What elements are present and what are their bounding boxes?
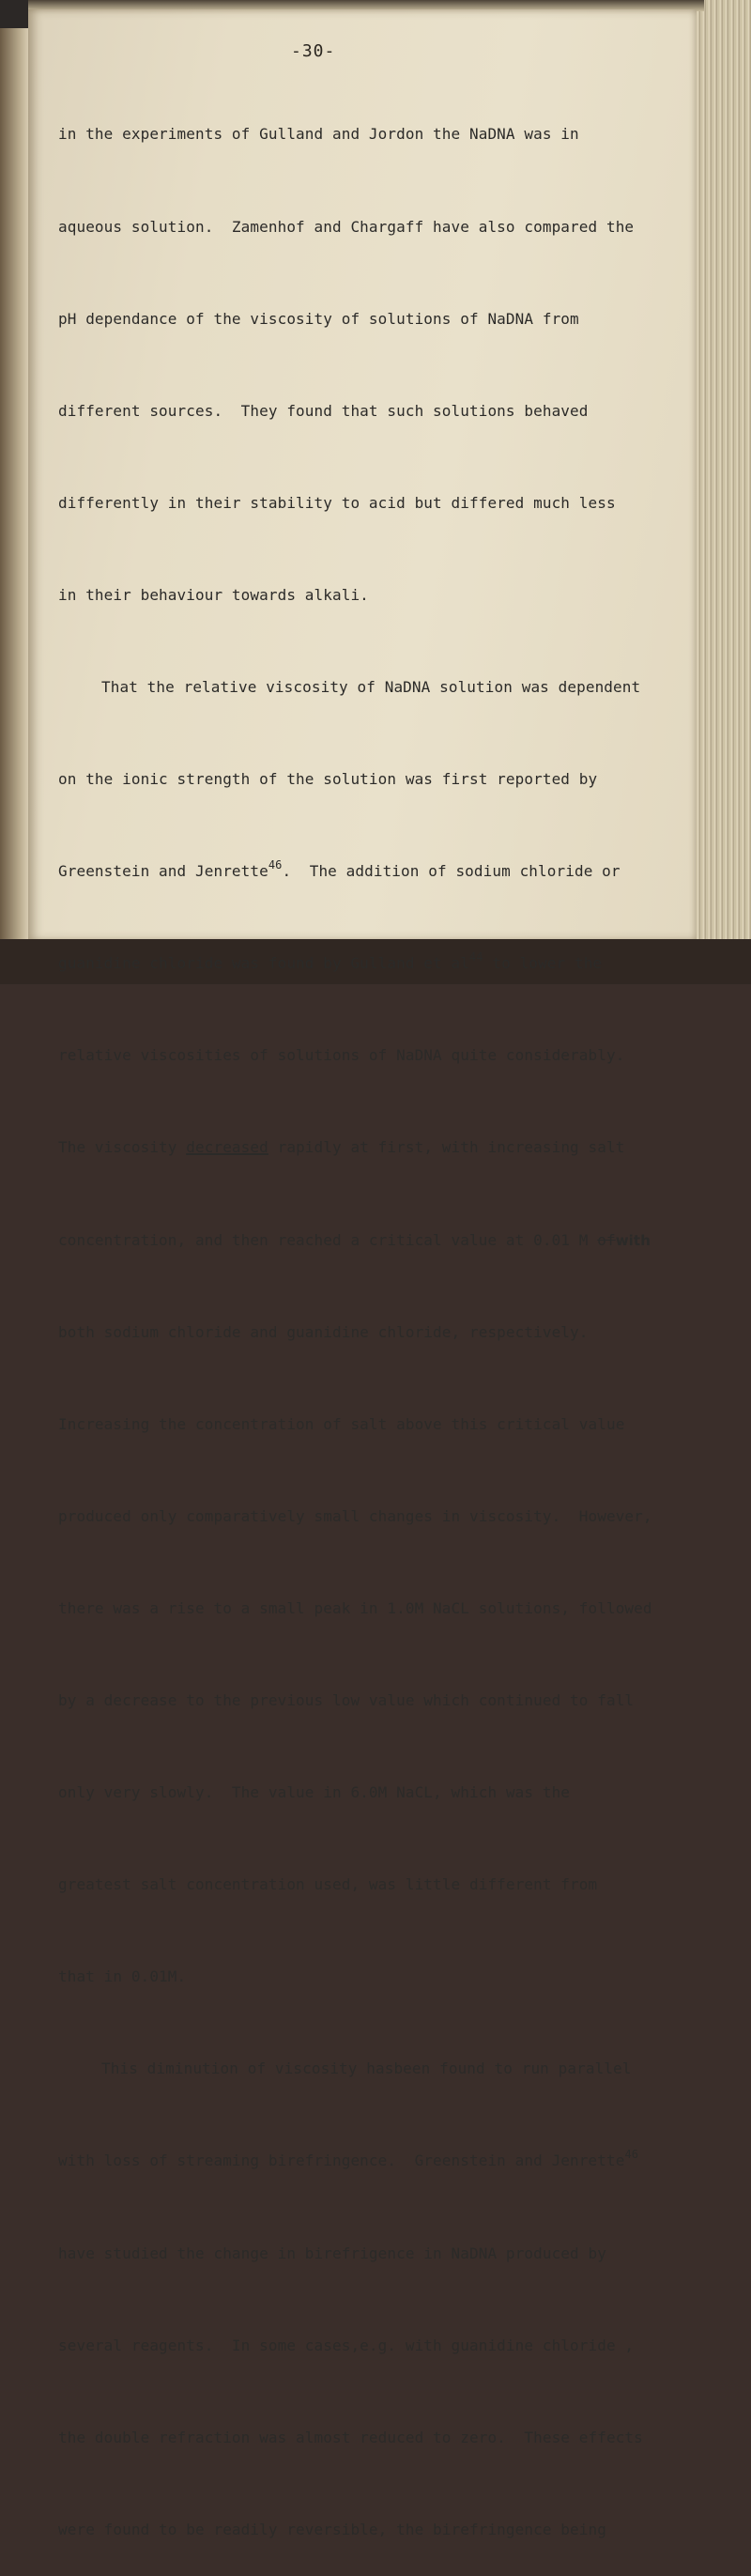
text-line: produced only comparatively small changes in viscosity. However, [58, 1506, 652, 1525]
text-line: there was a rise to a small peak in 1.0M NaCL solutions, followed [58, 1598, 652, 1617]
text-line: pH dependance of the viscosity of solutions of NaDNA from [58, 309, 579, 328]
text-line: the double refraction was almost reduced to zero. These effects [58, 2428, 643, 2446]
text-line: different sources. They found that such solutions behaved [58, 401, 589, 420]
text-line: only very slowly. The value in 6.0M NaCL, which was the [58, 1783, 571, 1802]
text-line: aqueous solution. Zamenhof and Chargaff have also compared the [58, 217, 635, 236]
text-line: concentration, and then reached a critical value at 0.01 M ofwith [58, 1230, 651, 1249]
text-line: on the ionic strength of the solution was first reported by [58, 770, 598, 789]
citation-superscript: 46 [624, 2148, 639, 2162]
citation-superscript: 46 [268, 858, 283, 872]
text-line: Greenstein and Jenrette$^{46}$. The addition of sodium chloride or [58, 858, 621, 881]
text-line: Increasing the concentration of salt above this critical value [58, 1414, 625, 1433]
text-line: greatest salt concentration used, was little different from [58, 1875, 598, 1894]
body-text [58, 58, 659, 2576]
text-line: that in 0.01M. [58, 1967, 187, 1986]
text-line: The viscosity decreased rapidly at first, with increasing salt [58, 1138, 625, 1157]
text-line: by a decrease to the previous low value which continued to fall [58, 1691, 635, 1709]
citation-superscript: 44 [468, 950, 483, 964]
text-line: differently in their stability to acid but differed much less [58, 493, 616, 512]
underlined-word: decreased [186, 1138, 268, 1157]
page-number: -30- [291, 41, 336, 61]
text-line: in their behaviour towards alkali. [58, 585, 369, 604]
text-line: guanidine chloride was found by Gulland et $al^{44}$ to lower the [58, 950, 603, 973]
text-line: relative viscosities of solutions of NaDNA quite considerably. [58, 1046, 625, 1065]
page-edges [690, 0, 751, 939]
text-line: were found to be readily reversible, the birefringence being [58, 2520, 606, 2538]
text-line: have studied the change in birefrigence in NaDNA produced by [58, 2244, 606, 2262]
handwritten-correction: with [615, 1231, 651, 1249]
book-spine [0, 0, 28, 939]
text-line: several reagents. In some cases,e.g. with guanidine chloride , [58, 2336, 635, 2354]
struck-word: of [597, 1230, 616, 1249]
paragraph-start-line: This diminution of viscosity hasbeen found to run parallel [101, 2059, 632, 2078]
paragraph-start-line: That the relative viscosity of NaDNA solution was dependent [101, 677, 641, 696]
text-line: with loss of streaming birefringence. Greenstein and Jenrette$^{46}$ [58, 2148, 639, 2170]
text-line: in the experiments of Gulland and Jordon the NaDNA was in [58, 125, 579, 144]
text-line: both sodium chloride and guanidine chloride, respectively. [58, 1322, 589, 1341]
